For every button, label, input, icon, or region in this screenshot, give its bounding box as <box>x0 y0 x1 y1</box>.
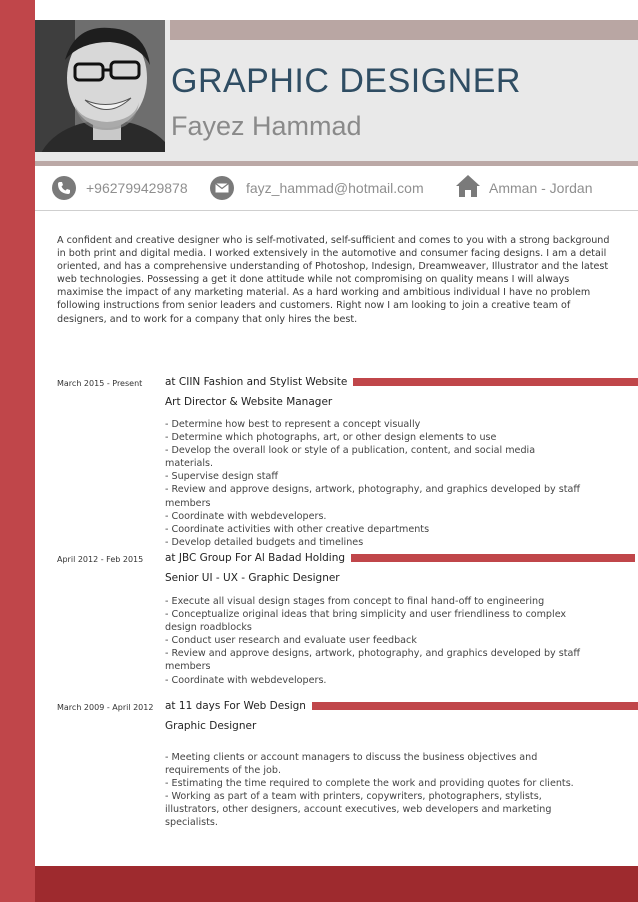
company-accent-bar <box>353 378 638 386</box>
footer-bar <box>35 866 638 902</box>
profile-photo <box>35 20 165 152</box>
experience-company: at CIIN Fashion and Stylist Website <box>165 376 348 388</box>
duty-item: - Supervise design staff <box>165 471 279 483</box>
experience-role: Art Director & Website Manager <box>165 396 333 408</box>
experience-company: at 11 days For Web Design <box>165 700 306 712</box>
duty-item: - Working as part of a team with printers, copywriters, photographers, stylists, illustrators, other designers, account executives, web developers and marketing specialists. <box>165 791 552 829</box>
phone-icon <box>52 176 76 200</box>
experience-duties <box>165 418 585 549</box>
experience-date: March 2009 - April 2012 <box>57 703 154 712</box>
duty-item: - Conduct user research and evaluate user feedback <box>165 635 417 647</box>
duty-item: - Estimating the time required to complete the work and providing quotes for clients. <box>165 778 574 790</box>
profile-summary: A confident and creative designer who is self-motivated, self-sufficient and comes to you with a strong background in both print and digital media. I worked extensively in the automotive and consumer facing designs. I am a detail oriented, and has a comprehensive understanding of Photoshop, Indesign, Dreamweaver, Illustrator and the latest web technologies. Possessing a get it done attitude while not compromising on quality means I will always maximise the impact of any marketing material. As a hard working and ambitious individual I have no problem following instructions from senior leaders and customers. Right now I am looking to join a creative team of designers, and to work for a company that only hires the best. <box>57 235 610 325</box>
portrait-image <box>35 20 165 152</box>
duty-item: - Develop the overall look or style of a publication, content, and social media materials. <box>165 445 536 470</box>
experience-duties <box>165 751 585 830</box>
header-top-rule <box>170 20 638 40</box>
location-text: Amman - Jordan <box>489 180 593 196</box>
experience-role: Graphic Designer <box>165 720 257 732</box>
phone-number[interactable]: +962799429878 <box>86 180 188 196</box>
duty-item: - Review and approve designs, artwork, photography, and graphics developed by staff members <box>165 648 581 673</box>
company-accent-bar <box>312 702 638 710</box>
experience-role: Senior UI - UX - Graphic Designer <box>165 572 340 584</box>
left-accent-bar <box>0 0 35 902</box>
duty-item: - Coordinate activities with other creative departments <box>165 523 430 535</box>
contact-bar <box>35 168 638 208</box>
duty-item: - Review and approve designs, artwork, photography, and graphics developed by staff members <box>165 484 581 509</box>
duty-item: - Determine how best to represent a concept visually <box>165 419 421 430</box>
experience-company-row <box>165 551 635 565</box>
duty-item: - Develop detailed budgets and timelines <box>165 536 364 548</box>
contact-divider <box>35 210 638 211</box>
mail-icon <box>210 176 234 200</box>
home-icon <box>455 174 481 202</box>
company-accent-bar <box>351 554 635 562</box>
duty-item: - Determine which photographs, art, or other design elements to use <box>165 432 497 444</box>
experience-date: March 2015 - Present <box>57 379 143 388</box>
duty-item: - Execute all visual design stages from concept to final hand-off to engineering <box>165 596 545 607</box>
person-name: Fayez Hammad <box>171 111 362 141</box>
experience-duties <box>165 595 585 687</box>
duty-item: - Coordinate with webdevelopers. <box>165 674 327 686</box>
experience-company-row <box>165 699 638 713</box>
header-bottom-rule <box>35 161 638 166</box>
contact-location <box>455 168 592 208</box>
experience-date: April 2012 - Feb 2015 <box>57 555 144 564</box>
contact-phone <box>52 168 188 208</box>
duty-item: - Conceptualize original ideas that bring simplicity and user friendliness to complex design roadblocks <box>165 609 567 634</box>
duty-item: - Meeting clients or account managers to discuss the business objectives and requirements of the job. <box>165 752 538 777</box>
email-address[interactable]: fayz_hammad@hotmail.com <box>246 180 424 196</box>
experience-company-row <box>165 375 638 389</box>
job-title: GRAPHIC DESIGNER <box>171 62 521 100</box>
duty-item: - Coordinate with webdevelopers. <box>165 510 327 522</box>
contact-email <box>210 168 424 208</box>
experience-company: at JBC Group For Al Badad Holding <box>165 552 346 564</box>
